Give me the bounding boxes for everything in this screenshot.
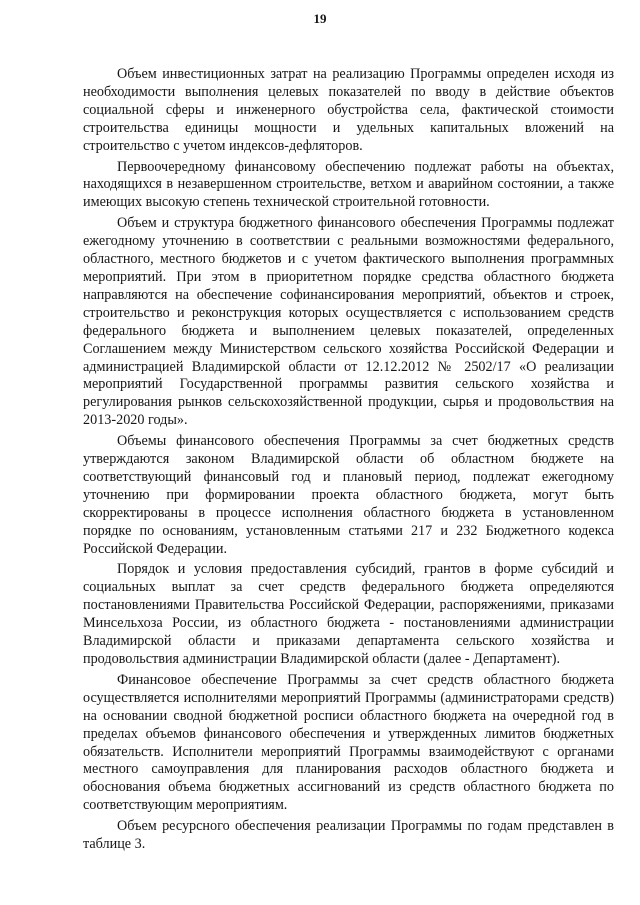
paragraph-resource-table-reference: Объем ресурсного обеспечения реализации Программы по годам представлен в таблице 3. <box>83 818 614 853</box>
page-number: 19 <box>313 11 327 26</box>
paragraph-investment-volume: Объем инвестиционных затрат на реализацию Программы определен исходя из необходимости выполнения целевых показателей по вводу в действие объектов социальной сферы и инженерного обустройства села, фактической стоимости строительства единицы мощности и удельных капитальных вложений на строительство с учетом индексов-дефляторов. <box>83 66 614 154</box>
paragraph-budget-volumes: Объемы финансового обеспечения Программы за счет бюджетных средств утверждаются законом Владимирской области об областном бюджете на соответствующий финансовый год и плановый период, подлежат ежегодному уточнению при формировании проекта областного бюджета, могут быть скорректированы в процессе исполнения областного бюджета в установленном порядке по основаниям, установленным статьями 217 и 232 Бюджетного кодекса Российской Федерации. <box>83 433 614 557</box>
paragraph-budget-structure: Объем и структура бюджетного финансового обеспечения Программы подлежат ежегодному уточнению в соответствии с реальными возможностями федерального, областного, местного бюджетов и с учетом фактического выполнения программных мероприятий. При этом в приоритетном порядке средства областного бюджета направляются на обеспечение софинансирования мероприятий, объектов и строек, строительство и реконструкция которых осуществляется с использованием средств федерального бюджета и выполнением целевых показателей, определенных Соглашением между Министерством сельского хозяйства Российской Федерации и администрацией Владимирской области от 12.12.2012 № 2502/17 «О реализации мероприятий Государственной программы развития сельского хозяйства и регулирования рынков сельскохозяйственной продукции, сырья и продовольствия на 2013-2020 годы». <box>83 215 614 429</box>
document-body <box>83 66 614 857</box>
paragraph-priority-financing: Первоочередному финансовому обеспечению подлежат работы на объектах, находящихся в незавершенном строительстве, ветхом и аварийном состоянии, а также имеющих высокую степень технической строительной готовности. <box>83 158 614 211</box>
paragraph-regional-financing: Финансовое обеспечение Программы за счет средств областного бюджета осуществляется исполнителями мероприятий Программы (администраторами средств) на основании сводной бюджетной росписи областного бюджета на очередной год в пределах объемов финансового обеспечения и утвержденных лимитов бюджетных обязательств. Исполнители мероприятий Программы взаимодействуют с органами местного самоуправления для планирования расходов областного бюджета и обоснования объема бюджетных ассигнований из средств областного бюджета по соответствующим мероприятиям. <box>83 671 614 814</box>
paragraph-subsidy-procedure: Порядок и условия предоставления субсидий, грантов в форме субсидий и социальных выплат за счет средств федерального бюджета определяются постановлениями Правительства Российской Федерации, распоряжениями, приказами Минсельхоза России, из областного бюджета - постановлениями администрации Владимирской области и приказами департамента сельского хозяйства и продовольствия администрации Владимирской области (далее - Департамент). <box>83 561 614 667</box>
